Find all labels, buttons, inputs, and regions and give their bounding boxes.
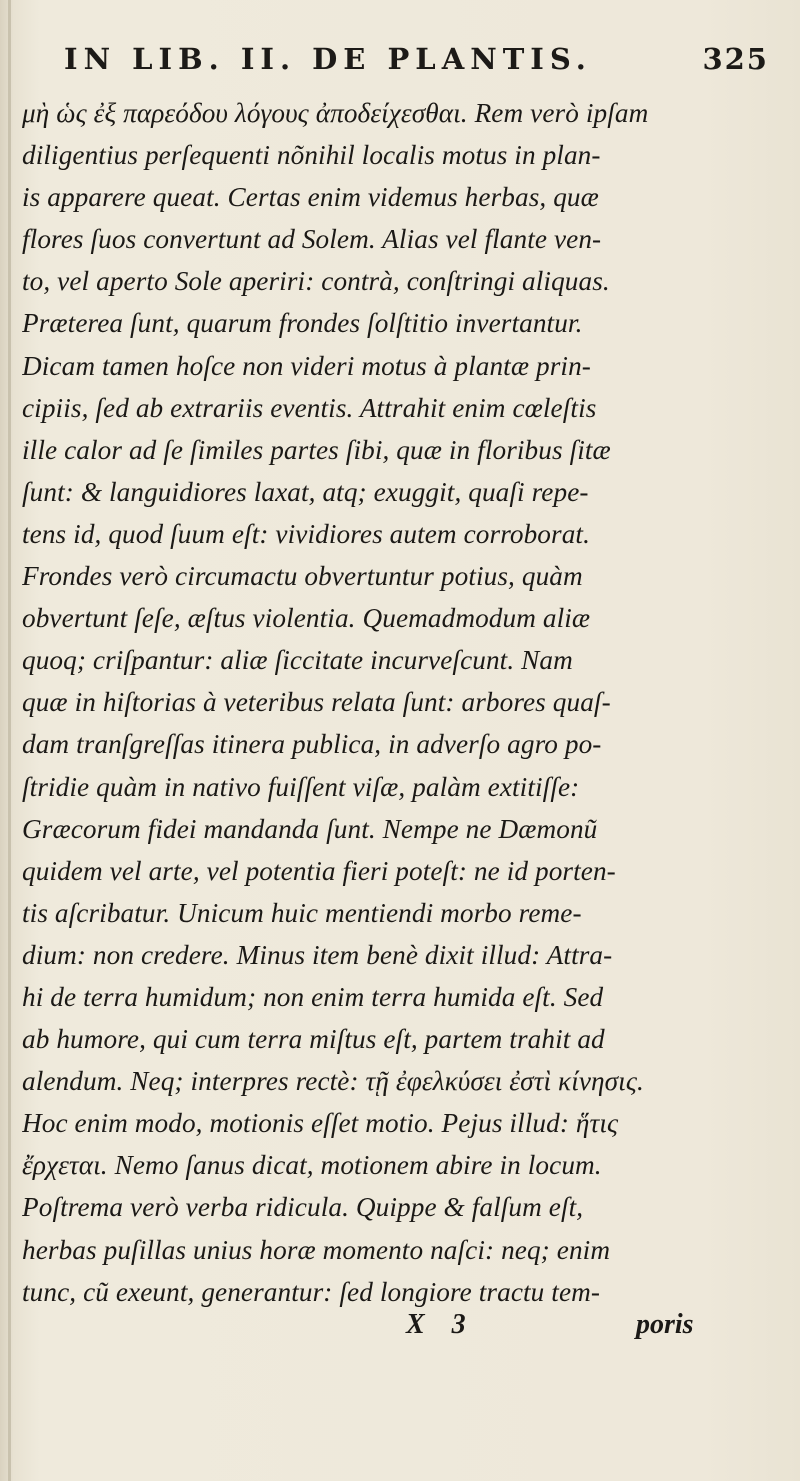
- text-line: ἔρχεται. Nemo ſanus dicat, motionem abire in locum.: [22, 1149, 602, 1181]
- text-line: quæ in hiſtorias à veteribus relata ſunt: arbores quaſ-: [22, 686, 611, 718]
- text-line: ſunt: & languidiores laxat, atq; exuggit, quaſi repe-: [22, 475, 589, 507]
- text-line: obvertunt ſeſe, æſtus violentia. Quemadmodum aliæ: [22, 602, 591, 634]
- text-line: is apparere queat. Certas enim videmus herbas, quæ: [22, 181, 599, 213]
- body-text: [22, 92, 800, 1313]
- binding-gutter: [8, 0, 11, 1481]
- text-line: flores ſuos convertunt ad Solem. Alias vel flante ven-: [22, 223, 602, 255]
- text-line: ſtridie quàm in nativo fuiſſent viſæ, palàm extitiſſe:: [22, 770, 580, 802]
- text-line: cipiis, ſed ab extrariis eventis. Attrahit enim cœleſtis: [22, 391, 597, 423]
- text-line: dium: non credere. Minus item benè dixit illud: Attra-: [22, 938, 613, 970]
- text-line: Græcorum fidei mandanda ſunt. Nempe ne Dæmonũ: [22, 812, 598, 844]
- text-line: Poſtrema verò verba ridicula. Quippe & falſum eſt,: [22, 1191, 584, 1223]
- text-line: hi de terra humidum; non enim terra humida eſt. Sed: [22, 980, 604, 1012]
- text-line: dam tranſgreſſas itinera publica, in adverſo agro po-: [22, 728, 602, 760]
- footer: [0, 1309, 800, 1359]
- text-line: Frondes verò circumactu obvertuntur potius, quàm: [22, 560, 583, 592]
- text-line: Dicam tamen hoſce non videri motus à plantæ prin-: [22, 349, 591, 381]
- text-line: to, vel aperto Sole aperiri: contrà, conſtringi aliquas.: [22, 265, 610, 297]
- signature-mark: X 3: [406, 1308, 476, 1340]
- running-head: IN LIB. II. DE PLANTIS.: [64, 42, 592, 76]
- page-header: [64, 42, 769, 90]
- text-line: herbas puſillas unius horæ momento naſci: neq; enim: [22, 1233, 611, 1265]
- text-line: Præterea ſunt, quarum frondes ſolſtitio invertantur.: [22, 307, 583, 339]
- text-line: tis aſcribatur. Unicum huic mentiendi morbo reme-: [22, 896, 582, 928]
- text-line: quoq; criſpantur: aliæ ſiccitate incurveſcunt. Nam: [22, 644, 573, 676]
- text-line: quidem vel arte, vel potentia fieri poteſt: ne id porten-: [22, 854, 616, 886]
- catchword: poris: [636, 1308, 694, 1340]
- text-line: μὴ ὡς ἐξ παρεόδου λόγους ἀποδείχεσθαι. Rem verò ipſam: [22, 97, 649, 128]
- text-line: Hoc enim modo, motionis eſſet motio. Pejus illud: ἥτις: [22, 1107, 619, 1139]
- text-line: ab humore, qui cum terra miſtus eſt, partem trahit ad: [22, 1023, 605, 1055]
- text-line: ille calor ad ſe ſimiles partes ſibi, quæ in floribus ſitæ: [22, 433, 611, 465]
- page-number: 325: [702, 42, 769, 76]
- text-line: diligentius perſequenti nõnihil localis motus in plan-: [22, 139, 601, 171]
- text-line: alendum. Neq; interpres rectè: τῇ ἐφελκύσει ἐστὶ κίνησις.: [22, 1065, 644, 1097]
- text-line: tunc, cũ exeunt, generantur: ſed longiore tractu tem-: [22, 1275, 601, 1307]
- text-line: tens id, quod ſuum eſt: vividiores autem corroborat.: [22, 517, 590, 549]
